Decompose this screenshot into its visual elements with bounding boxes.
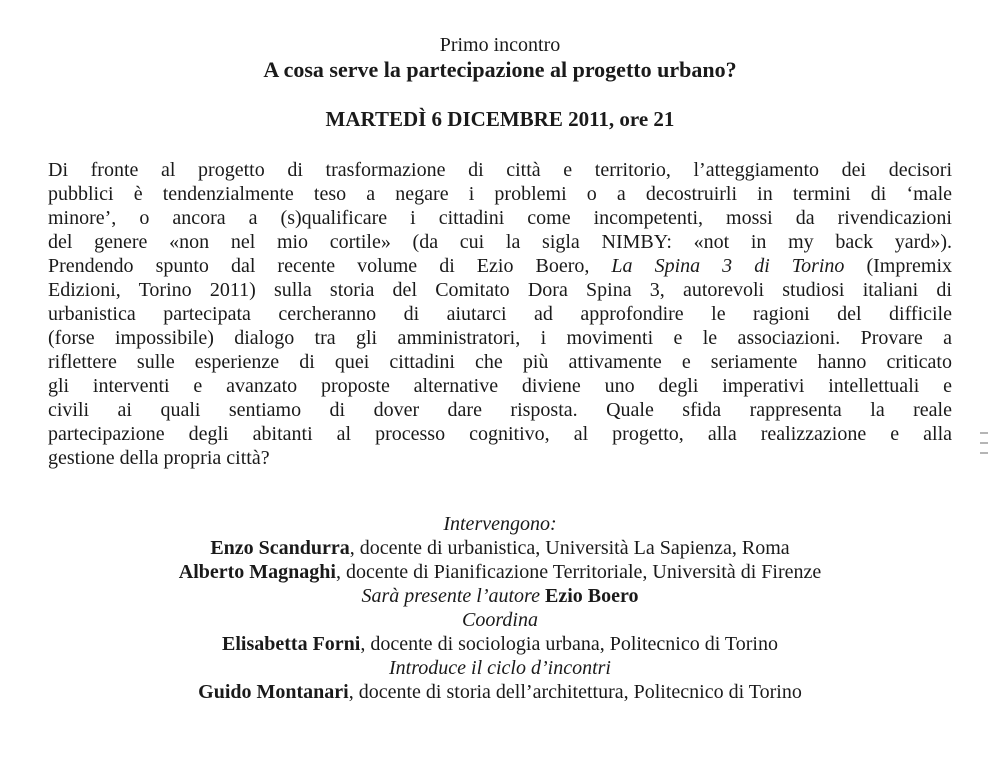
book-publisher-open: (Impremix xyxy=(844,255,953,277)
paragraph-line: gli interventi e avanzato proposte alternative diviene uno degli imperativi intellettuali e xyxy=(48,375,952,397)
coordinator-line xyxy=(0,632,1000,656)
paragraph-line: urbanistica partecipata cercheranno di aiutarci ad approfondire le ragioni del difficile xyxy=(48,303,952,325)
author-line xyxy=(0,584,1000,608)
coordinator-label: Coordina xyxy=(462,609,538,631)
meeting-kicker: Primo incontro xyxy=(439,34,561,56)
book-title: La Spina 3 di Torino xyxy=(611,255,845,277)
paragraph-line: riflettere sulle esperienze di quei cittadini che più attivamente e seriamente hanno criticato xyxy=(48,351,952,373)
paragraph-line: minore’, o ancora a (s)qualificare i cittadini come incompetenti, mossi da rivendicazioni xyxy=(48,207,952,229)
scan-specks xyxy=(980,432,990,472)
paragraph-line-with-book xyxy=(48,254,952,278)
introducer-role: , docente di storia dell’architettura, Politecnico di Torino xyxy=(348,681,802,703)
coordinator-name: Elisabetta Forni xyxy=(222,633,361,655)
speaker-line xyxy=(0,536,1000,560)
paragraph-line: pubblici è tendenzialmente teso a negare i problemi o a decostruirli in termini di ‘male xyxy=(48,183,952,205)
speaker-line xyxy=(0,560,1000,584)
paragraph-line: Di fronte al progetto di trasformazione di città e territorio, l’atteggiamento dei decisori xyxy=(48,159,952,181)
meeting-date: MARTEDÌ 6 DICEMBRE 2011, ore 21 xyxy=(325,107,675,131)
speaker-name: Alberto Magnaghi xyxy=(178,561,336,583)
author-label: Sarà presente l’autore xyxy=(361,585,545,607)
paragraph-line: (forse impossibile) dialogo tra gli amministratori, i movimenti e le associazioni. Provare a xyxy=(48,327,952,349)
paragraph-line: civili ai quali sentiamo di dover dare risposta. Quale sfida rappresenta la reale xyxy=(48,399,952,421)
speaker-name: Enzo Scandurra xyxy=(210,537,350,559)
paragraph-line: Edizioni, Torino 2011) sulla storia del Comitato Dora Spina 3, autorevoli studiosi italiani di xyxy=(48,279,952,301)
description-paragraph xyxy=(48,158,952,470)
paragraph-line: partecipazione degli abitanti al processo cognitivo, al progetto, alla realizzazione e alla xyxy=(48,423,952,445)
introducer-label: Introduce il ciclo d’incontri xyxy=(389,657,611,679)
introducer-line xyxy=(0,680,1000,704)
introducer-name: Guido Montanari xyxy=(198,681,349,703)
speakers-intro-label: Intervengono: xyxy=(443,513,557,535)
paragraph-line: gestione della propria città? xyxy=(48,447,270,469)
meeting-title: A cosa serve la partecipazione al progetto urbano? xyxy=(263,57,737,82)
speakers-block xyxy=(0,512,1000,704)
author-name: Ezio Boero xyxy=(544,585,639,607)
speaker-role: , docente di Pianificazione Territoriale, Università di Firenze xyxy=(335,561,822,583)
speaker-role: , docente di urbanistica, Università La Sapienza, Roma xyxy=(349,537,790,559)
coordinator-role: , docente di sociologia urbana, Politecnico di Torino xyxy=(360,633,778,655)
paragraph-line: del genere «non nel mio cortile» (da cui la sigla NIMBY: «not in my back yard»). xyxy=(48,231,952,253)
paragraph-line-text: Prendendo spunto dal recente volume di Ezio Boero, xyxy=(48,255,612,277)
